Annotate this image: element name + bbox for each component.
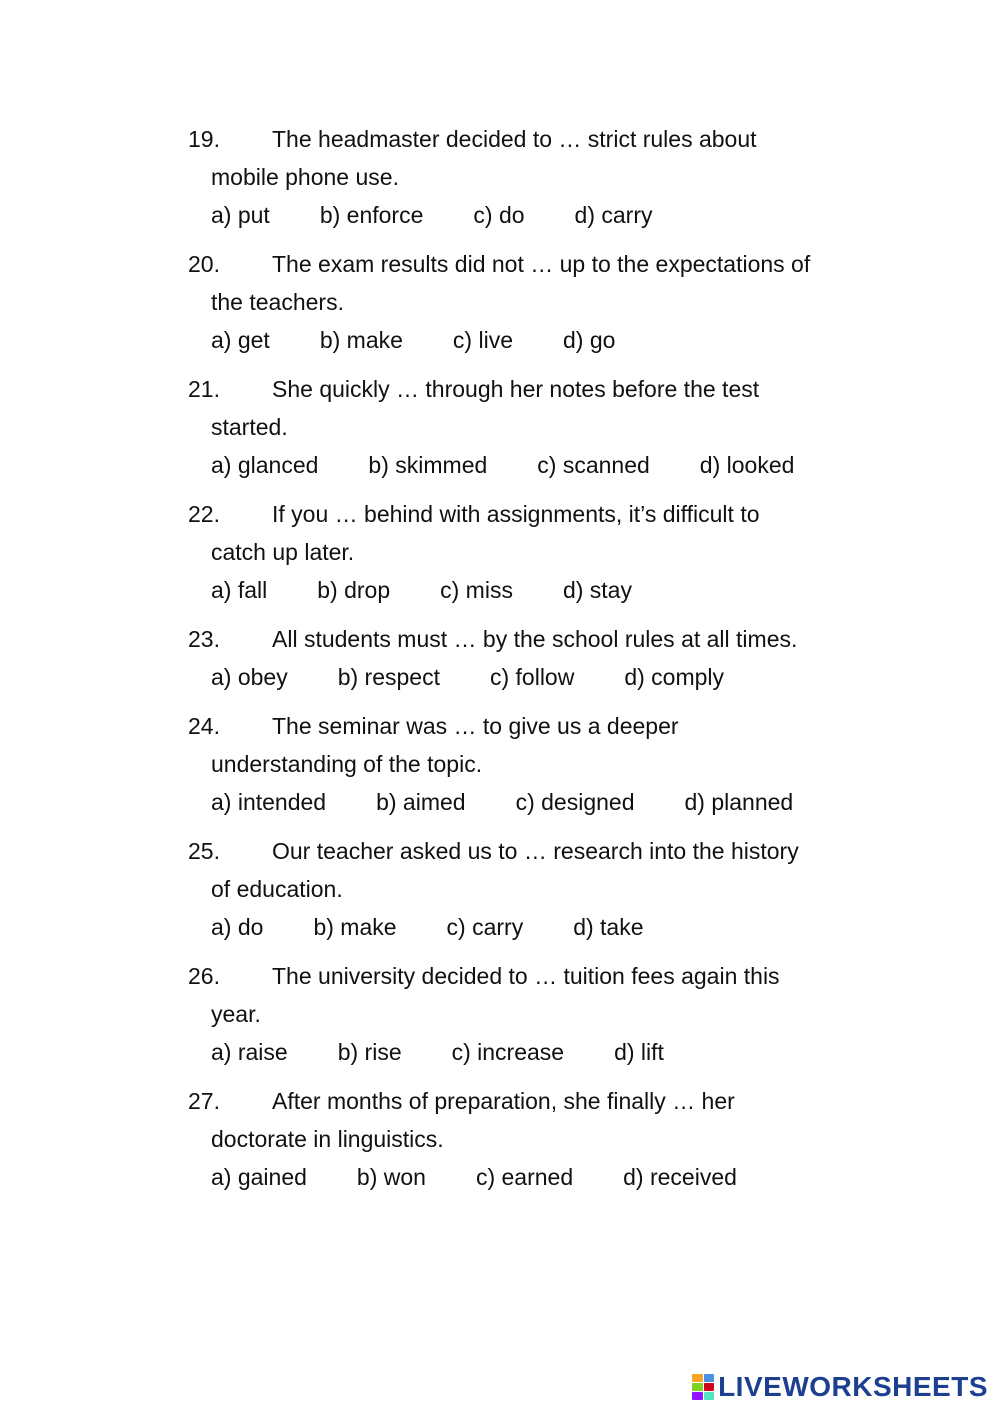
answer-options [188,908,868,946]
question-item [188,832,868,946]
answer-option[interactable]: d) lift [614,1039,664,1065]
answer-option[interactable]: d) carry [574,202,653,228]
question-line [188,120,868,158]
answer-option[interactable]: a) do [211,914,264,940]
question-text: The seminar was … to give us a deeper [272,713,679,739]
answer-options [188,1033,868,1071]
answer-option[interactable]: c) earned [475,1164,574,1190]
answer-option[interactable]: a) raise [211,1039,288,1065]
question-item [188,957,868,1071]
answer-option[interactable]: a) glanced [211,452,319,478]
question-item [188,120,868,234]
question-list [188,120,868,1207]
logo-square [704,1392,715,1400]
question-number: 24. [188,713,220,739]
answer-option[interactable]: b) drop [317,577,391,603]
answer-option[interactable]: c) designed [515,789,635,815]
question-line [188,370,868,408]
answer-option[interactable]: d) stay [562,577,632,603]
question-line [188,957,868,995]
question-text: The exam results did not … up to the expectations of [272,251,811,277]
answer-option[interactable]: a) gained [211,1164,307,1190]
answer-option[interactable]: d) looked [699,452,795,478]
answer-option[interactable]: d) received [623,1164,737,1190]
question-text: If you … behind with assignments, it’s difficult to [272,501,760,527]
question-line [188,495,868,533]
answer-option[interactable]: c) do [473,202,525,228]
question-text-continuation: doctorate in linguistics. [211,1126,444,1152]
question-text: She quickly … through her notes before the test [272,376,760,402]
question-text-continuation: the teachers. [211,289,344,315]
question-number: 23. [188,626,220,652]
answer-option[interactable]: a) get [211,327,270,353]
answer-option[interactable]: c) carry [446,914,524,940]
answer-option[interactable]: b) won [356,1164,426,1190]
answer-option[interactable]: a) fall [211,577,268,603]
question-line [188,245,868,283]
question-number: 26. [188,963,220,989]
question-item [188,370,868,484]
answer-option[interactable]: b) respect [337,664,440,690]
question-line [188,832,868,870]
question-item [188,620,868,696]
question-text-continuation: mobile phone use. [211,164,399,190]
question-text-continuation: year. [211,1001,261,1027]
answer-option[interactable]: c) live [452,327,513,353]
answer-option[interactable]: b) aimed [376,789,466,815]
answer-option[interactable]: a) put [211,202,270,228]
answer-option[interactable]: b) skimmed [368,452,488,478]
answer-option[interactable]: d) go [562,327,616,353]
answer-option[interactable]: c) scanned [537,452,650,478]
question-item [188,245,868,359]
answer-option[interactable]: d) comply [624,664,725,690]
answer-option[interactable]: c) follow [489,664,575,690]
question-text: All students must … by the school rules at all times. [272,626,798,652]
question-text: The headmaster decided to … strict rules about [272,126,757,152]
answer-options [188,1158,868,1196]
question-number: 27. [188,1088,220,1114]
liveworksheets-logo-icon [692,1374,714,1400]
answer-option[interactable]: b) rise [337,1039,402,1065]
question-text: The university decided to … tuition fees again this [272,963,780,989]
logo-square [692,1374,703,1382]
answer-options [188,446,868,484]
logo-square [704,1374,715,1382]
liveworksheets-watermark [692,1370,988,1404]
question-number: 21. [188,376,220,402]
question-text: Our teacher asked us to … research into the history [272,838,799,864]
answer-option[interactable]: d) take [573,914,644,940]
question-line [188,707,868,745]
question-text-continuation: started. [211,414,288,440]
answer-options [188,783,868,821]
question-item [188,707,868,821]
logo-square [704,1383,715,1391]
answer-option[interactable]: b) enforce [319,202,424,228]
watermark-text: LIVEWORKSHEETS [718,1371,988,1402]
answer-option[interactable]: a) intended [211,789,327,815]
question-item [188,495,868,609]
question-item [188,1082,868,1196]
question-line [188,1082,868,1120]
answer-option[interactable]: a) obey [211,664,288,690]
answer-option[interactable]: c) increase [451,1039,565,1065]
question-number: 22. [188,501,220,527]
answer-options [188,196,868,234]
question-text-continuation: catch up later. [211,539,355,565]
answer-options [188,571,868,609]
question-text: After months of preparation, she finally … her [272,1088,735,1114]
answer-options [188,658,868,696]
logo-square [692,1392,703,1400]
question-number: 19. [188,126,220,152]
question-text-continuation: understanding of the topic. [211,751,483,777]
question-number: 20. [188,251,220,277]
question-line [188,620,868,658]
question-text-continuation: of education. [211,876,343,902]
answer-option[interactable]: d) planned [684,789,794,815]
answer-options [188,321,868,359]
answer-option[interactable]: b) make [319,327,403,353]
logo-square [692,1383,703,1391]
answer-option[interactable]: b) make [313,914,397,940]
question-number: 25. [188,838,220,864]
answer-option[interactable]: c) miss [440,577,513,603]
